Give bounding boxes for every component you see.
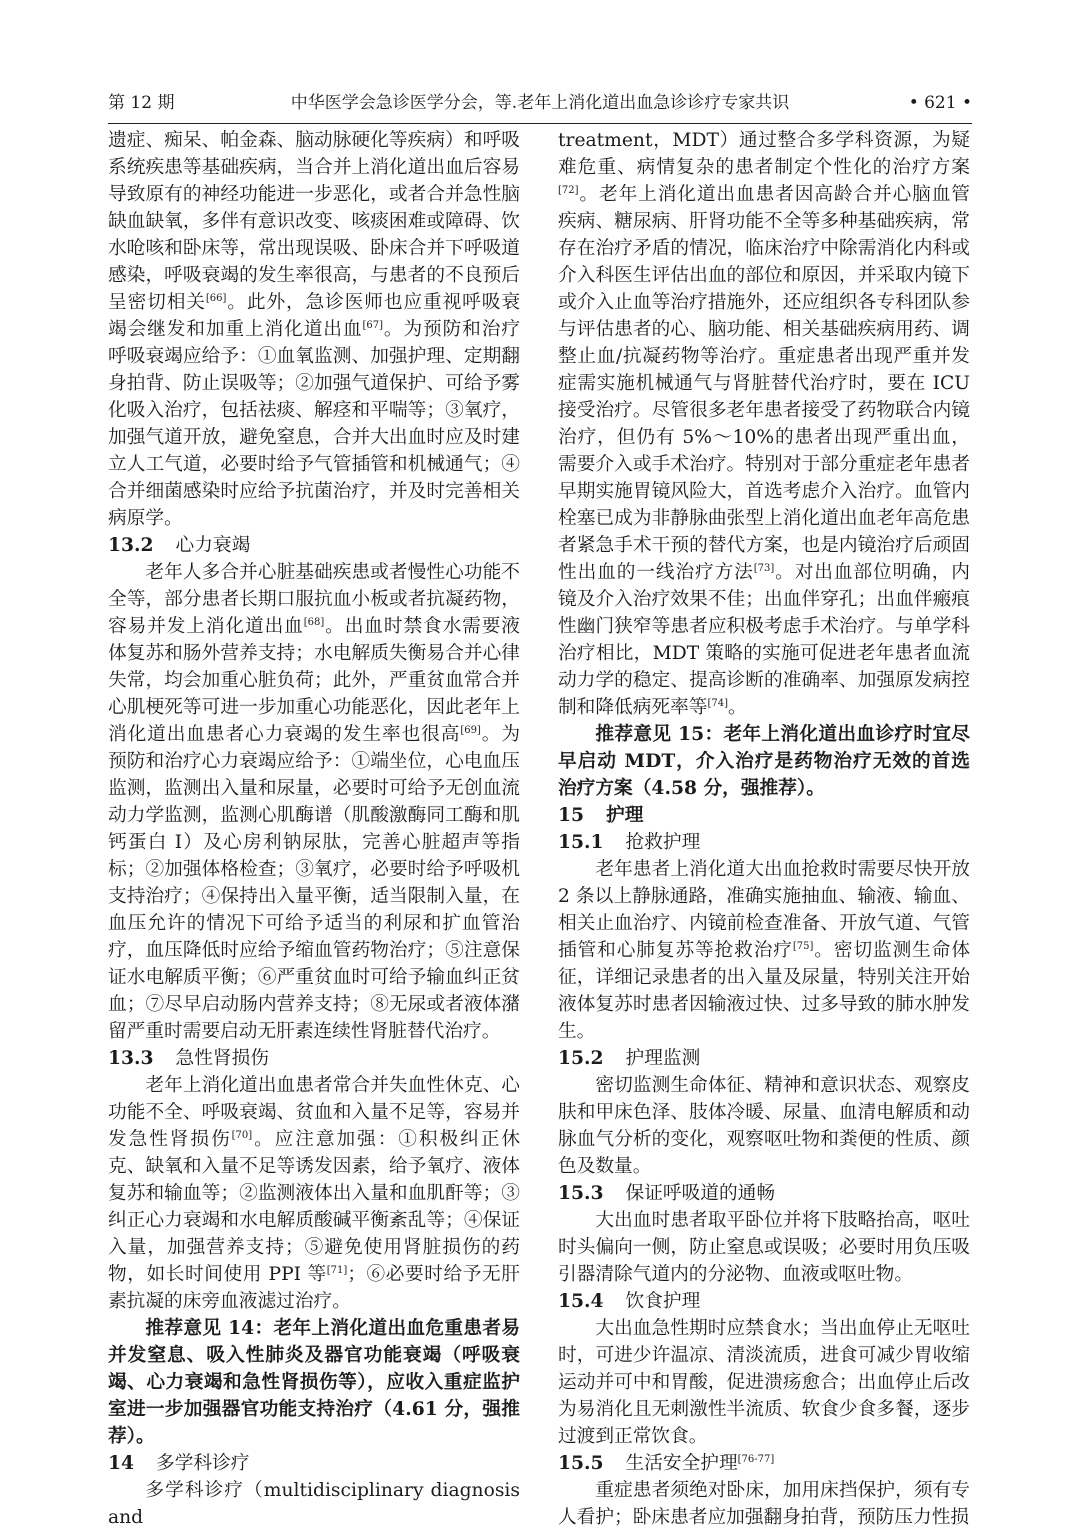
citation-ref: [74] (707, 698, 729, 709)
citation-ref: [67] (362, 320, 383, 331)
paragraph-rescue-nursing: 老年患者上消化道大出血抢救时需要尽快开放 2 条以上静脉通路，准确实施抽血、输液、输血、相关止血治疗、内镜前检查准备、开放气道、气管插管和心肺复苏等抢救治疗[75]。密切监测生命体征，详细记录患者的出入量及尿量，特别关注开始液体复苏时患者因输液过快、过多导致的肺水肿发生。 (558, 859, 971, 1042)
paragraph-acute-kidney-injury: 老年上消化道出血患者常合并失血性休克、心功能不全、呼吸衰竭、贫血和入量不足等，容易并发急性肾损伤[70]。应注意加强：①积极纠正休克、缺氧和入量不足等诱发因素，给予氧疗、液体复苏和输血等；②监测液体出入量和血肌酐等；③纠正心力衰竭和水电解质酸碱平衡紊乱等；④保证入量，加强营养支持；⑤避免使用肾脏损伤的药物，如长时间使用 PPI 等[71]；⑥必要时给予无肝素抗凝的床旁血液滤过治疗。 (108, 1075, 521, 1312)
section-heading-15-5: 15.5 生活安全护理[76-77] (558, 1452, 775, 1474)
paragraph-safety-nursing: 重症患者须绝对卧床，加用床挡保护，须有专人看护；卧床患者应加强翻身拍背，预防压力性损 (558, 1480, 970, 1528)
journal-running-title: 中华医学会急诊医学分会，等.老年上消化道出血急诊诊疗专家共识 (290, 93, 790, 113)
citation-ref: [71] (326, 1265, 348, 1276)
page-number: • 621 • (908, 93, 972, 113)
section-heading-15-3: 15.3 保证呼吸道的通畅 (558, 1182, 776, 1204)
paragraph-mdt: treatment，MDT）通过整合多学科资源，为疑难危重、病情复杂的患者制定个性化的治疗方案[72]。老年上消化道出血患者因高龄合并心脑血管疾病、糖尿病、肝肾功能不全等多种基础疾病，常存在治疗矛盾的情况，临床治疗中除需消化内科或介入科医生评估出血的部位和原因，并采取内镜下或介入止血等治疗措施外，还应组织各专科团队参与评估患者的心、脑功能、相关基础疾病用药、调整止血/抗凝药物等治疗。重症患者出现严重并发症需实施机械通气与肾脏替代治疗时，要在 ICU 接受治疗。尽管很多老年患者接受了药物联合内镜治疗，但仍有 5%～10%的患者出现严重出血，需要介入或手术治疗。特别对于部分重症老年患者早期实施胃镜风险大，首选考虑介入治疗。血管内栓塞已成为非静脉曲张型上消化道出血老年高危患者紧急手术干预的替代方案，也是内镜治疗后顽固性出血的一线治疗方法[73]。对出血部位明确，内镜及介入治疗效果不佳；出血伴穿孔；出血伴瘢痕性幽门狭窄等患者应积极考虑手术治疗。与单学科治疗相比，MDT 策略的实施可促进老年患者血流动力学的稳定、提高诊断的准确率、加强原发病控制和降低病死率等[74]。 (558, 130, 970, 718)
section-heading-15-4: 15.4 饮食护理 (558, 1290, 701, 1312)
citation-ref: [66] (205, 293, 227, 304)
citation-ref: [72] (558, 185, 579, 196)
section-heading-14: 14 多学科诊疗 (108, 1452, 250, 1474)
issue-number: 第 12 期 (108, 93, 175, 113)
paragraph-mdt-start: 多学科诊疗（multidisciplinary diagnosis and (108, 1480, 520, 1528)
citation-ref: [76-77] (737, 1454, 775, 1465)
section-heading-13-2: 13.2 心力衰竭 (108, 534, 251, 556)
paragraph-airway: 大出血时患者取平卧位并将下肢略抬高，呕吐时头偏向一侧，防止窒息或误吸；必要时用负压吸引器清除气道内的分泌物、血液或呕吐物。 (558, 1210, 970, 1285)
paragraph-nursing-monitoring: 密切监测生命体征、精神和意识状态、观察皮肤和甲床色泽、肢体冷暖、尿量、血清电解质和动脉血气分析的变化，观察呕吐物和粪便的性质、颜色及数量。 (558, 1075, 970, 1177)
citation-ref: [73] (753, 563, 775, 574)
header-rule (108, 123, 972, 124)
paragraph-respiratory-failure: 遗症、痴呆、帕金森、脑动脉硬化等疾病）和呼吸系统疾患等基础疾病，当合并上消化道出血后容易导致原有的神经功能进一步恶化，或者合并急性脑缺血缺氧，多伴有意识改变、咳痰困难或障碍、饮水呛咳和卧床等，常出现误吸、卧床合并下呼吸道感染，呼吸衰竭的发生率很高，与患者的不良预后呈密切相关[66]。此外，急诊医师也应重视呼吸衰竭会继发和加重上消化道出血[67]。为预防和治疗呼吸衰竭应给予：①血氧监测、加强护理、定期翻身拍背、防止误吸等；②加强气道保护、可给予雾化吸入治疗，包括祛痰、解痉和平喘等；③氧疗，加强气道开放，避免窒息，合并大出血时应及时建立人工气道，必要时给予气管插管和机械通气；④合并细菌感染时应给予抗菌治疗，并及时完善相关病原学。 (108, 130, 521, 529)
section-heading-15: 15 护理 (558, 804, 644, 826)
citation-ref: [70] (231, 1130, 253, 1141)
right-column (558, 127, 970, 1531)
left-column (108, 127, 520, 1531)
paragraph-heart-failure: 老年人多合并心脏基础疾患或者慢性心功能不全等，部分患者长期口服抗血小板或者抗凝药物，容易并发上消化道出血[68]。出血时禁食水需要液体复苏和肠外营养支持；水电解质失衡易合并心律失常，均会加重心脏负荷；此外，严重贫血常合并心肌梗死等可进一步加重心功能恶化，因此老年上消化道出血患者心力衰竭的发生率也很高[69]。为预防和治疗心力衰竭应给予：①端坐位，心电血压监测，监测出入量和尿量，必要时可给予无创血流动力学监测，监测心肌酶谱（肌酸激酶同工酶和肌钙蛋白 I）及心房利钠尿肽，完善心脏超声等指标；②加强体格检查；③氧疗，必要时给予呼吸机支持治疗；④保持出入量平衡，适当限制入量，在血压允许的情况下可给予适当的利尿和扩血管治疗，血压降低时应给予缩血管药物治疗；⑤注意保证水电解质平衡；⑥严重贫血时可给予输血纠正贫血；⑦尽早启动肠内营养支持；⑧无尿或者液体潴留严重时需要启动无肝素连续性肾脏替代治疗。 (108, 562, 521, 1042)
recommendation-14: 推荐意见 14：老年上消化道出血危重患者易并发窒息、吸入性肺炎及器官功能衰竭（呼吸衰竭、心力衰竭和急性肾损伤等），应收入重症监护室进一步加强器官功能支持治疗（4.61 分，强推荐）。 (108, 1317, 520, 1447)
section-heading-15-2: 15.2 护理监测 (558, 1047, 701, 1069)
citation-ref: [75] (792, 941, 814, 952)
citation-ref: [68] (303, 617, 325, 628)
recommendation-15: 推荐意见 15：老年上消化道出血诊疗时宜尽早启动 MDT，介入治疗是药物治疗无效的首选治疗方案（4.58 分，强推荐）。 (558, 723, 970, 799)
section-heading-13-3: 13.3 急性肾损伤 (108, 1047, 269, 1069)
citation-ref: [69] (460, 725, 481, 736)
section-heading-15-1: 15.1 抢救护理 (558, 831, 701, 853)
running-header (108, 88, 972, 118)
paragraph-diet-nursing: 大出血急性期时应禁食水；当出血停止无呕吐时，可进少许温凉、清淡流质，进食可减少胃收缩运动并可中和胃酸，促进溃疡愈合；出血停止后改为易消化且无刺激性半流质、软食少食多餐，逐步过渡到正常饮食。 (558, 1318, 970, 1447)
